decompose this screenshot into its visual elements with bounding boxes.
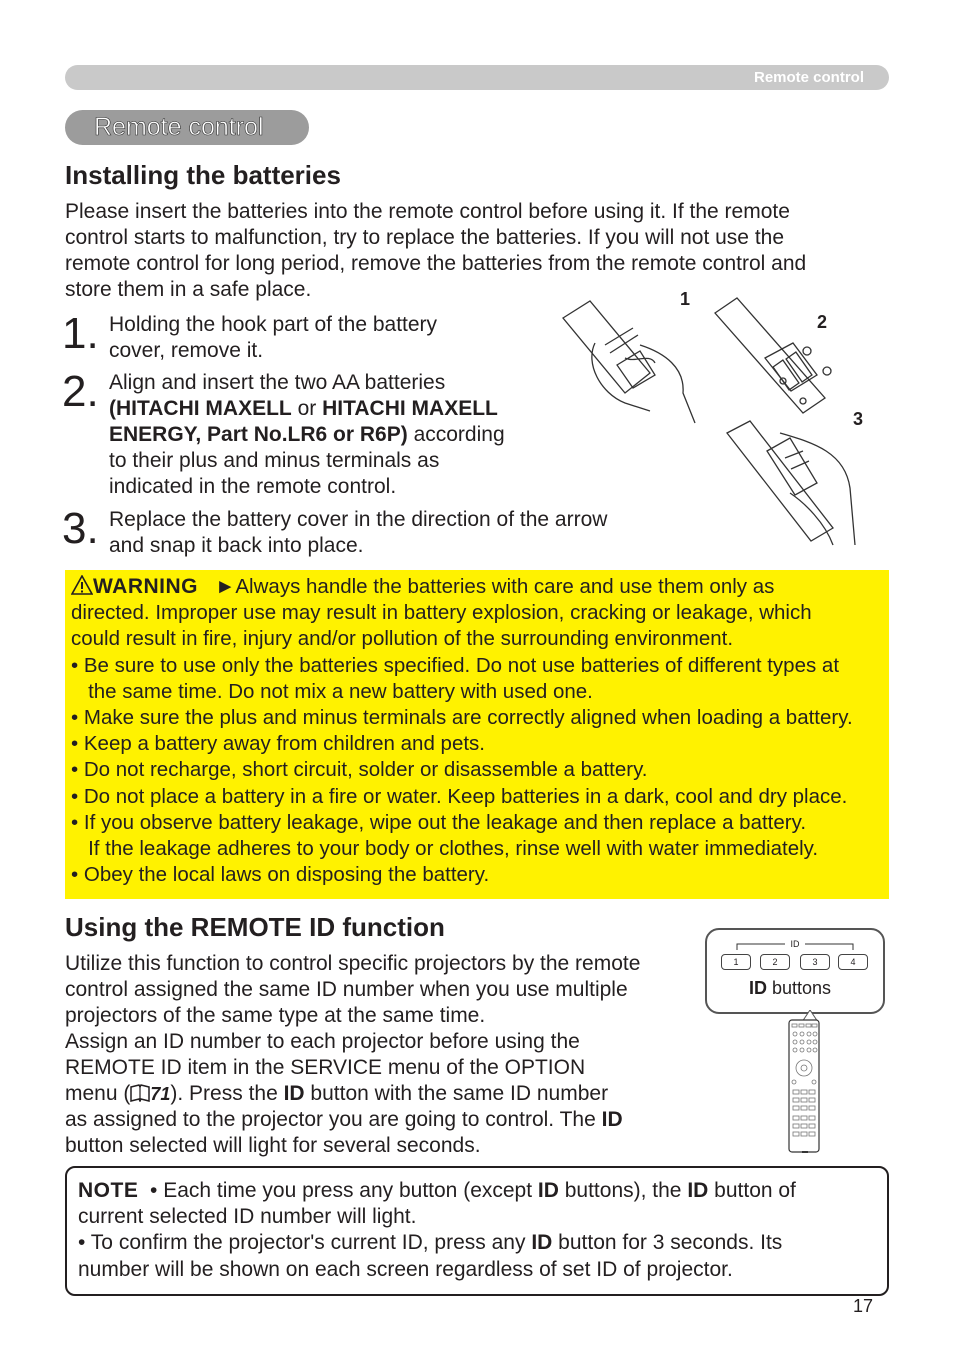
step-line: to their plus and minus terminals as	[109, 449, 440, 472]
remote-id-line: Utilize this function to control specific projectors by the remote	[65, 952, 641, 975]
id-button-3[interactable]: 3	[800, 954, 830, 970]
text: ). Press the	[170, 1082, 284, 1105]
intro-line: remote control for long period, remove the batteries from the remote control and	[65, 252, 807, 275]
note-line: current selected ID number will light.	[78, 1205, 417, 1229]
id-button-2[interactable]: 2	[760, 954, 790, 970]
step-line: indicated in the remote control.	[109, 475, 397, 498]
intro-line: store them in a safe place.	[65, 278, 312, 301]
id-caption: ID	[790, 939, 800, 949]
remote-id-line: control assigned the same ID number when you use multiple	[65, 978, 628, 1001]
warning-first-line	[71, 574, 889, 600]
text: • Each time you press any button (except	[138, 1179, 538, 1202]
id-bracket	[735, 936, 855, 952]
warning-line: • Be sure to use only the batteries specified. Do not use batteries of different types at	[71, 653, 840, 677]
text: button of	[708, 1179, 796, 1202]
remote-control-icon	[780, 1010, 830, 1158]
step-text: or	[291, 397, 323, 420]
text: as assigned to the projector you are going to control. The	[65, 1108, 602, 1131]
remote-id-line: button selected will light for several seconds.	[65, 1134, 481, 1157]
remote-step-3-icon	[727, 421, 855, 545]
step-3-number: 3.	[62, 504, 99, 553]
bold-text: ID	[537, 1179, 559, 1202]
page-reference[interactable]: 71	[150, 1084, 171, 1104]
warning-line: • If you observe battery leakage, wipe out the leakage and then replace a battery.	[71, 810, 807, 834]
id-button-1[interactable]: 1	[721, 954, 751, 970]
section-title: Remote control	[94, 113, 264, 141]
remote-step-1-icon	[563, 301, 695, 423]
remote-id-heading: Using the REMOTE ID function	[65, 912, 445, 942]
remote-id-line: REMOTE ID item in the SERVICE menu of the OPTION	[65, 1056, 586, 1079]
step-line: Align and insert the two AA batteries	[109, 371, 446, 394]
remote-id-line: Assign an ID number to each projector before using the	[65, 1030, 580, 1053]
warning-title: WARNING	[93, 575, 198, 598]
bold-text: HITACHI MAXELL	[322, 397, 498, 420]
warning-line: could result in fire, injury and/or pollution of the surrounding environment.	[71, 627, 734, 651]
step-line: cover, remove it.	[109, 339, 264, 362]
section-title-pill	[65, 110, 309, 145]
figure-label-1: 1	[680, 289, 691, 309]
text: button with the same ID number	[304, 1082, 609, 1105]
warning-box	[65, 570, 889, 899]
text: buttons), the	[558, 1179, 688, 1202]
id-buttons-callout	[705, 928, 885, 1014]
figure-label-2: 2	[817, 312, 828, 332]
text: • To confirm the projector's current ID, press any	[78, 1231, 532, 1255]
warning-first-text: ►Always handle the batteries with care and use them only as	[215, 575, 775, 598]
note-box	[65, 1166, 889, 1296]
intro-line: control starts to malfunction, try to replace the batteries. If you will not use the	[65, 226, 785, 249]
header-bar	[65, 65, 889, 90]
remote-id-line	[65, 1107, 705, 1133]
intro-line: Please insert the batteries into the remote control before using it. If the remote	[65, 200, 790, 223]
warning-line: • Obey the local laws on disposing the battery.	[71, 863, 490, 887]
bold-text: ID	[687, 1179, 709, 1202]
note-title: NOTE	[78, 1179, 139, 1202]
step-line: Holding the hook part of the battery	[109, 313, 438, 336]
step-line	[109, 396, 559, 422]
text: button for 3 seconds. Its	[552, 1231, 783, 1255]
install-heading: Installing the batteries	[65, 160, 341, 190]
remote-id-line: projectors of the same type at the same time.	[65, 1004, 486, 1027]
warning-line: If the leakage adheres to your body or clothes, rinse well with water immediately.	[71, 837, 819, 861]
bold-text: ID	[531, 1231, 553, 1255]
remote-step-2-icon	[715, 298, 831, 413]
step-line	[109, 422, 559, 448]
warning-line: • Do not place a battery in a fire or water. Keep batteries in a dark, cool and dry place.	[71, 784, 848, 808]
warning-triangle-icon	[71, 575, 93, 595]
warning-line: • Do not recharge, short circuit, solder or disassemble a battery.	[71, 758, 648, 782]
page-number: 17	[853, 1296, 874, 1316]
step-2-number: 2.	[62, 367, 99, 416]
header-label: Remote control	[753, 69, 864, 86]
note-line: number will be shown on each screen regardless of set ID of projector.	[78, 1257, 733, 1281]
step-1-number: 1.	[62, 309, 99, 358]
book-reference-icon	[130, 1084, 150, 1102]
warning-line: the same time. Do not mix a new battery with used one.	[71, 679, 593, 703]
step-2-text	[109, 370, 559, 500]
warning-line: • Make sure the plus and minus terminals are correctly aligned when loading a battery.	[71, 706, 853, 730]
id-button-4[interactable]: 4	[838, 954, 868, 970]
note-line	[78, 1230, 878, 1256]
step-line: and snap it back into place.	[109, 534, 364, 557]
text: menu (	[65, 1082, 131, 1105]
bold-text: ID	[283, 1082, 305, 1105]
bold-text: ID	[601, 1108, 623, 1131]
remote-id-text	[65, 951, 705, 1159]
bold-text: (HITACHI MAXELL	[109, 397, 292, 420]
step-line: Replace the battery cover in the direction of the arrow	[109, 508, 608, 531]
remote-id-line	[65, 1081, 705, 1107]
note-line	[78, 1178, 878, 1204]
warning-line: • Keep a battery away from children and pets.	[71, 732, 485, 756]
warning-line: directed. Improper use may result in battery explosion, cracking or leakage, which	[71, 601, 812, 625]
battery-installation-illustration	[555, 283, 885, 553]
step-text: according	[407, 423, 505, 446]
figure-label-3: 3	[853, 409, 864, 429]
bold-text: ID	[749, 978, 767, 998]
bold-text: ENERGY, Part No.LR6 or R6P)	[109, 423, 408, 446]
step-1-text	[109, 312, 509, 364]
id-buttons-label	[749, 978, 831, 999]
text: buttons	[767, 978, 832, 998]
